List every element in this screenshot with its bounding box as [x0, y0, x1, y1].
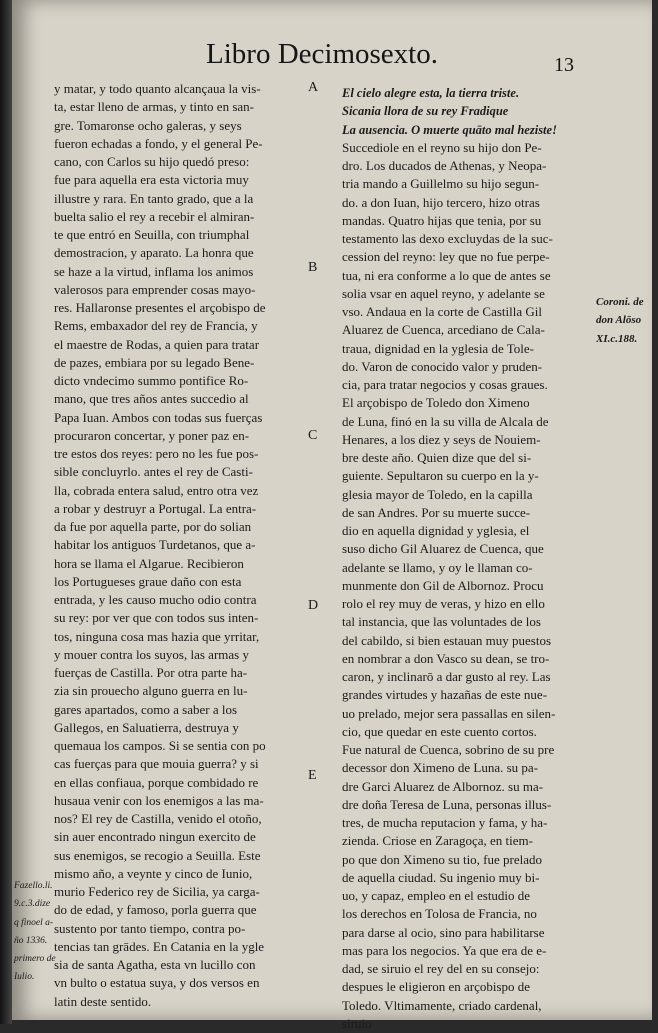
text-line: se haze a la virtud, inflama los animos: [54, 263, 254, 279]
text-line: El arçobispo de Toledo don Ximeno: [342, 395, 530, 411]
side-note-line: Coroni. de: [596, 296, 644, 308]
text-line: los Portugueses graue daño con esta: [54, 573, 242, 589]
text-line: dre doña Teresa de Luna, personas illus-: [342, 796, 552, 812]
text-line: uo prelado, mejor sera passallas en silen-: [342, 705, 556, 721]
text-line: husaua venir con los enemigos a las ma-: [54, 792, 264, 808]
text-line: sustento por tanto tiempo, contra po-: [54, 920, 246, 936]
verse-line: La ausencia. O muerte quāto mal heziste!: [342, 122, 557, 137]
text-line: sin auer encontrado ningun exercito de: [54, 829, 256, 845]
text-line: fueron echadas a fondo, y el general Pe-: [54, 135, 263, 151]
text-line: sus enemigos, se recogio a Seuilla. Este: [54, 847, 261, 863]
side-note-line: 9.c.3.dize: [14, 899, 51, 910]
text-line: entrada, y les causo mucho odio contra: [54, 592, 257, 607]
text-line: Aluarez de Cuenca, arcediano de Cala-: [342, 322, 545, 338]
text-line: bre deste año. Quien dize que del si-: [342, 450, 532, 465]
text-line: vso. Andaua en la corte de Castilla Gil: [342, 304, 543, 319]
left-text-column: [54, 80, 312, 1011]
text-line: traua, dignidad en la yglesia de Tole-: [342, 340, 534, 356]
text-line: en ellas confiaua, porque combidado re: [54, 774, 259, 790]
margin-marker-c: C: [308, 428, 318, 443]
page-number: 13: [554, 54, 574, 76]
text-line: cano, con Carlos su hijo quedó preso:: [54, 154, 250, 169]
text-line: mas para los negocios. Ya que era de e-: [342, 942, 547, 958]
text-line: dio en aquella dignidad y yglesia, el: [342, 523, 530, 538]
text-line: de Luna, finó en la su villa de Alcala de: [342, 413, 549, 429]
text-line: fue para aquella era esta victoria muy: [54, 172, 249, 188]
text-line: po que don Ximeno su tio, fue prelado: [342, 851, 543, 867]
text-line: fuerças de Castilla. Por otra parte ha-: [54, 665, 248, 680]
text-line: caron, y inclinarō a dar gusto al rey. Las: [342, 669, 551, 684]
text-line: tos, ninguna cosa mas hazia que yrritar,: [54, 628, 260, 644]
text-line: mandas. Quatro hijas que tenia, por su: [342, 212, 542, 228]
text-line: Rems, embaxador del rey de Francia, y: [54, 318, 258, 334]
text-line: suso dicho Gil Aluarez de Cuenca, que: [342, 541, 544, 557]
text-line: de pazes, embiara por su legado Bene-: [54, 354, 255, 370]
text-line: de aquella ciudad. Su ingenio muy bi-: [342, 869, 540, 885]
text-line: y matar, y todo quanto alcançaua la vis-: [54, 81, 261, 96]
text-line: valerosos para emprender cosas mayo-: [54, 281, 256, 297]
text-line: a robar y destruyr a Portugal. La entra-: [54, 500, 257, 516]
text-line: lla, cobrada entera salud, entro otra vez: [54, 482, 259, 498]
right-text-column: [342, 84, 592, 1033]
text-line: do. Varon de conocido valor y pruden-: [342, 358, 543, 374]
side-note-line: ño 1336.: [14, 935, 48, 946]
text-line: gre. Tomaronse ocho galeras, y seys: [54, 117, 242, 133]
text-line: gares apartados, como a saber a los: [54, 701, 238, 717]
side-note-line: q finoel a-: [14, 917, 54, 928]
text-line: despues le eligieron en arçobispo de: [342, 979, 531, 995]
text-line: uo, y capaz, empleo en el estudio de: [342, 888, 531, 903]
text-line: dad, se siruio el rey del en su consejo:: [342, 961, 540, 976]
text-line: Fue natural de Cuenca, sobrino de su pre: [342, 742, 555, 757]
text-line: zienda. Criose en Zaragoça, en tiem-: [342, 833, 533, 849]
text-line: procuraron concertar, y poner paz en-: [54, 427, 250, 443]
text-line: testamento las dexo excluydas de la suc-: [342, 231, 553, 246]
verse-line: El cielo alegre esta, la tierra triste.: [342, 86, 520, 100]
side-note-line: primero de: [14, 954, 56, 964]
margin-marker-b: B: [308, 260, 318, 275]
book-page: [12, 0, 652, 1031]
text-line: tre estos dos reyes: pero no les fue pos-: [54, 446, 259, 461]
page-header-title: Libro Decimosexto.: [206, 38, 438, 70]
text-line: sible concluyrlo. antes el rey de Casti-: [54, 464, 253, 480]
text-line: do de edad, y famoso, porla guerra que: [54, 902, 257, 918]
side-note-line: don Alōso: [596, 314, 642, 327]
text-line: cession del reyno: ley que no fue perpe-: [342, 249, 550, 265]
text-line: ta, estar lleno de armas, y tinto en san-: [54, 99, 254, 115]
text-line: demostracion, y aparato. La honra que: [54, 245, 254, 261]
text-line: latin deste sentido.: [54, 993, 152, 1009]
side-note-line: Fazello.li.: [14, 881, 53, 891]
text-line: cio, que quedar en este cuento cortos.: [342, 723, 537, 739]
text-line: tria mando a Guillelmo su hijo segun-: [342, 176, 540, 192]
text-line: dro. Los ducados de Athenas, y Neopa-: [342, 158, 547, 173]
text-line: mismo año, a veynte y cinco de Iunio,: [54, 865, 253, 881]
text-line: mano, que tres años antes succedio al: [54, 391, 249, 407]
text-line: tres, de mucha reputacion y fama, y ha-: [342, 815, 548, 830]
text-line: guiente. Sepultaron su cuerpo en la y-: [342, 468, 539, 484]
text-line: murio Federico rey de Sicilia, ya carga-: [54, 884, 260, 899]
margin-marker-d: D: [308, 598, 319, 613]
text-line: y mouer contra los suyos, las armas y: [54, 646, 249, 662]
text-line: sia de santa Agatha, esta vn lucillo con: [54, 957, 256, 972]
text-line: zia sin prouecho alguno guerra en lu-: [54, 683, 248, 699]
text-line: dre Garci Aluarez de Albornoz. su ma-: [342, 778, 544, 794]
text-line: habitar los antiguos Turdetanos, que a-: [54, 537, 256, 553]
text-line: illustre y rara. En tanto grado, que a la: [54, 190, 254, 206]
margin-marker-a: A: [308, 80, 319, 95]
side-note-right: [596, 296, 644, 351]
text-line: te que entró en Seuilla, con triumphal: [54, 227, 250, 242]
text-line: adelante se llamo, y oy le llaman co-: [342, 559, 533, 575]
text-line: cas fuerças para que mouia guerra? y si: [54, 756, 259, 772]
text-line: para darse al ocio, sino para habilitarse: [342, 924, 545, 940]
text-line: solia vsar en aquel reyno, y adelante se: [342, 285, 545, 301]
side-note-line: XI.c.188.: [596, 332, 638, 345]
text-line: del cabildo, si bien estauan muy puestos: [342, 632, 552, 648]
text-line: tal instancia, que las voluntades de los: [342, 614, 541, 630]
text-line: el maestre de Rodas, a quien para tratar: [54, 336, 260, 352]
text-line: tua, ni era conforme a lo que de antes se: [342, 267, 551, 283]
side-note-left: [14, 880, 56, 990]
text-line: Gallegos, en Saluatierra, destruya y: [54, 719, 239, 735]
text-line: Henares, a los diez y seys de Nouiem-: [342, 431, 541, 447]
margin-marker-e: E: [308, 768, 317, 783]
text-line: vn bulto o estatua suya, y dos versos en: [54, 975, 260, 991]
text-line: dicto vndecimo summo pontifice Ro-: [54, 373, 249, 388]
text-line: Toledo. Vltimamente, criado cardenal,: [342, 997, 542, 1013]
text-line: decessor don Ximeno de Luna. su pa-: [342, 760, 539, 776]
book-spine: [0, 0, 12, 1024]
text-line: hora se llama el Algarue. Recibieron: [54, 555, 244, 571]
verse-line: Sicania llora de su rey Fradique: [342, 104, 509, 119]
side-note-line: Iulio.: [14, 972, 35, 983]
text-line: siruio: [342, 1015, 372, 1031]
text-line: tencias tan grādes. En Catania en la ygle: [54, 938, 265, 954]
text-line: buelta salio el rey a recebir el almiran-: [54, 208, 255, 224]
text-line: res. Hallaronse presentes el arçobispo de: [54, 300, 266, 315]
text-line: en nombrar a don Vasco su dean, se tro-: [342, 650, 550, 666]
text-line: da fue por aquella parte, por do solian: [54, 519, 252, 534]
text-line: glesia mayor de Toledo, en la capilla: [342, 486, 533, 502]
text-line: de san Andres. Por su muerte succe-: [342, 504, 531, 520]
text-line: Succediole en el reyno su hijo don Pe-: [342, 139, 542, 155]
text-line: su rey: por ver que con todos sus inten-: [54, 610, 259, 626]
text-line: Papa Iuan. Ambos con todas sus fuerças: [54, 409, 263, 425]
text-line: grandes virtudes y hazañas de este nue-: [342, 687, 548, 703]
text-line: quemaua los campos. Si se sentia con po: [54, 738, 266, 753]
text-line: rolo el rey muy de veras, y hizo en ello: [342, 596, 545, 611]
text-line: los derechos en Tolosa de Francia, no: [342, 906, 537, 922]
text-line: cia, para tratar negocios y cosas graues.: [342, 377, 548, 392]
text-line: nos? El rey de Castilla, venido el otoño,: [54, 811, 262, 826]
text-line: munmente don Gil de Albornoz. Procu: [342, 577, 544, 593]
text-line: do. a don Iuan, hijo tercero, hizo otras: [342, 194, 540, 210]
